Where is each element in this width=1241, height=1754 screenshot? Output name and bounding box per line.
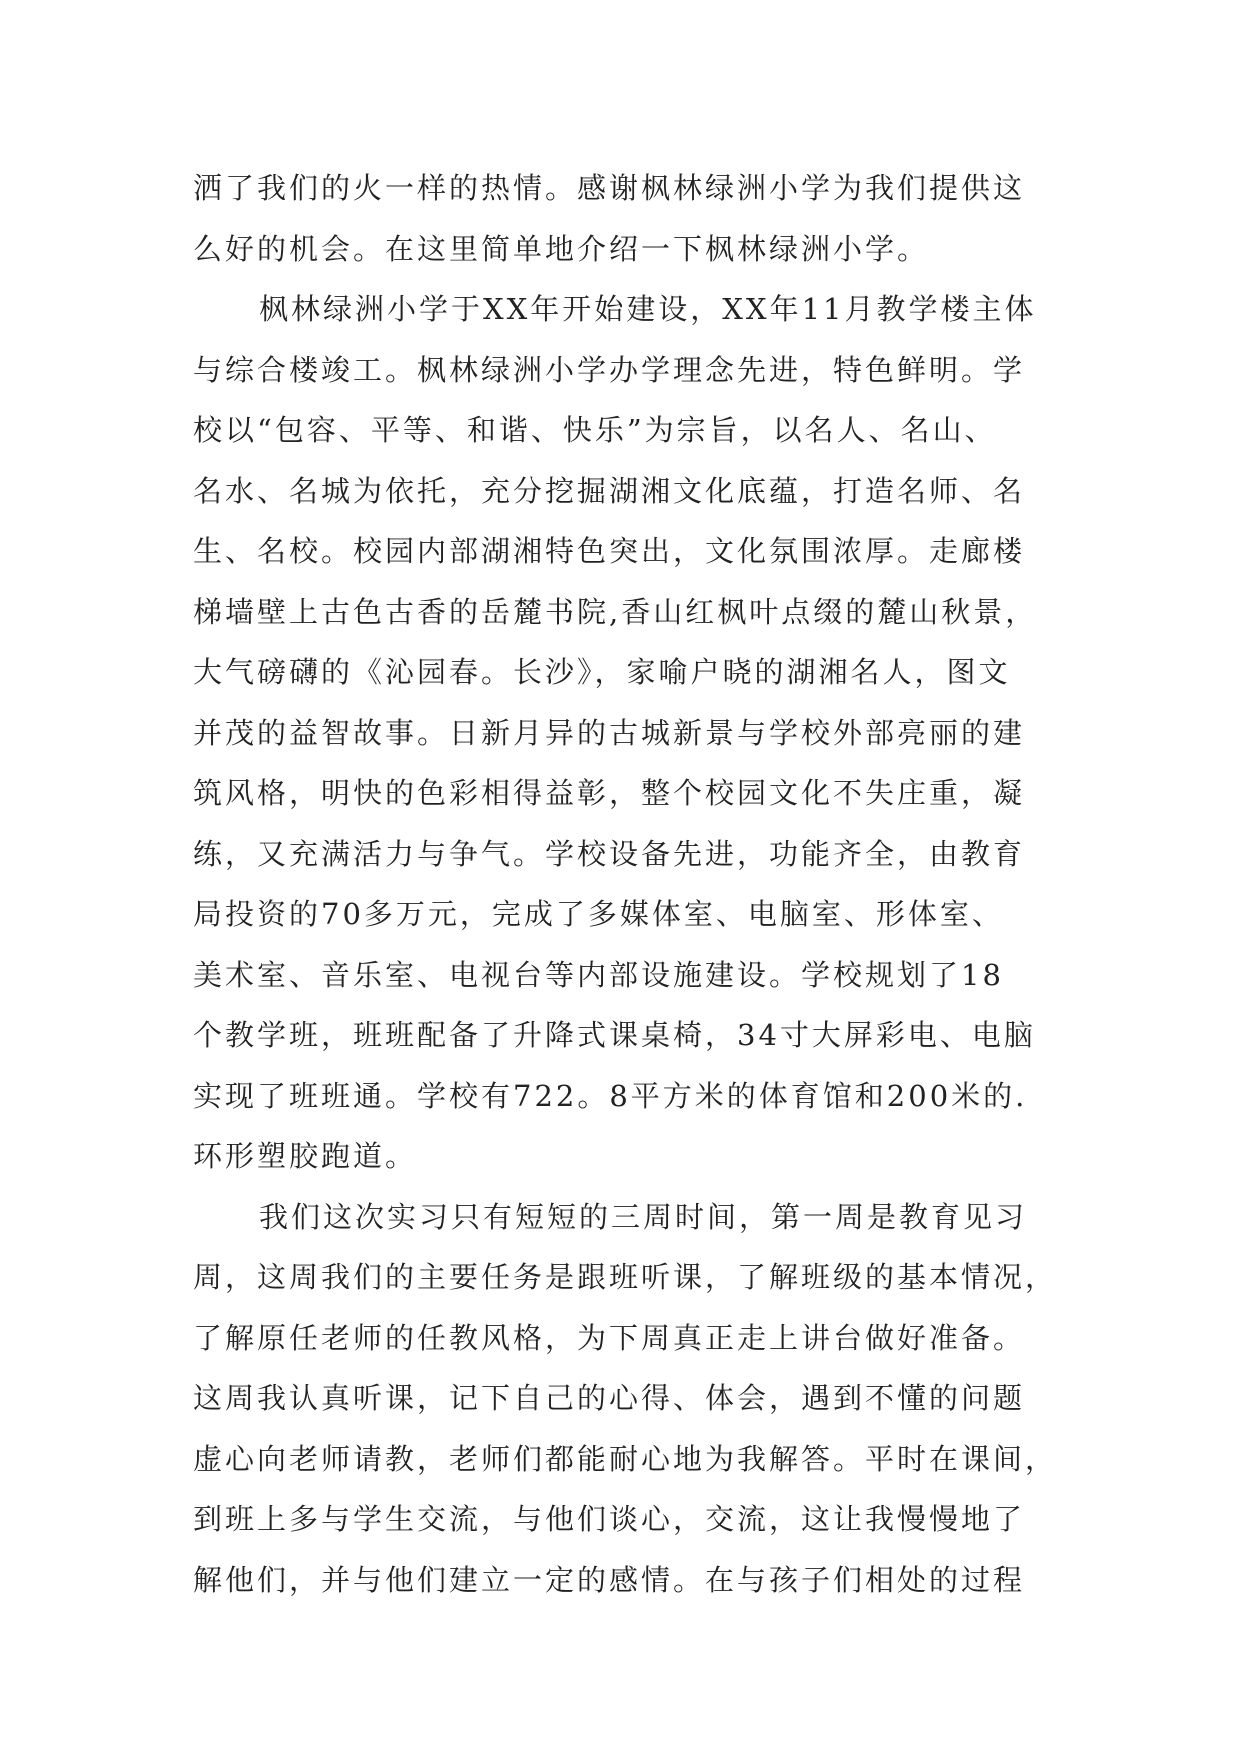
text-line: 我们这次实习只有短短的三周时间，第一周是教育见习 [259, 1199, 1028, 1234]
text-line: 解他们，并与他们建立一定的感情。在与孩子们相处的过程 [193, 1562, 1026, 1597]
text-line: 这周我认真听课，记下自己的心得、体会，遇到不懂的问题 [193, 1381, 1026, 1415]
paragraph [193, 279, 1073, 1187]
text-line: 洒了我们的火一样的热情。感谢枫林绿洲小学为我们提供这 [193, 171, 1026, 205]
text-line: 么好的机会。在这里简单地介绍一下枫林绿洲小学。 [193, 231, 930, 266]
text-line: 个教学班，班班配备了升降式课桌椅，34寸大屏彩电、电脑 [193, 1018, 1036, 1052]
text-line: 美术室、音乐室、电视台等内部设施建设。学校规划了18 [193, 957, 1004, 992]
text-line: 生、名校。校园内部湖湘特色突出，文化氛围浓厚。走廊楼 [193, 534, 1026, 568]
body-text [193, 158, 1073, 1610]
paragraph [193, 1187, 1073, 1611]
text-line: 筑风格，明快的色彩相得益彰，整个校园文化不失庄重，凝 [193, 776, 1026, 810]
text-line: 枫林绿洲小学于XX年开始建设，XX年11月教学楼主体 [259, 292, 1037, 326]
text-line: 虚心向老师请教，老师们都能耐心地为我解答。平时在课间， [193, 1441, 1058, 1476]
text-line: 周，这周我们的主要任务是跟班听课，了解班级的基本情况， [193, 1260, 1058, 1294]
paragraph [193, 158, 1073, 279]
text-line: 局投资的70多万元，完成了多媒体室、电脑室、形体室、 [193, 897, 1004, 931]
text-line: 了解原任老师的任教风格，为下周真正走上讲台做好准备。 [193, 1320, 1026, 1355]
text-line: 大气磅礴的《沁园春。长沙》，家喻户晓的湖湘名人，图文 [193, 655, 1011, 689]
text-line: 校以“包容、平等、和谐、快乐”为宗旨，以名人、名山、 [193, 413, 997, 447]
text-line: 到班上多与学生交流，与他们谈心，交流，这让我慢慢地了 [193, 1502, 1026, 1536]
text-line: 环形塑胶跑道。 [193, 1139, 418, 1173]
text-line: 梯墙壁上古色古香的岳麓书院,香山红枫叶点缀的麓山秋景， [193, 594, 1038, 629]
text-line: 与综合楼竣工。枫林绿洲小学办学理念先进，特色鲜明。学 [193, 352, 1026, 387]
text-line: 并茂的益智故事。日新月异的古城新景与学校外部亮丽的建 [193, 715, 1026, 750]
text-line: 名水、名城为依托，充分挖掘湖湘文化底蕴，打造名师、名 [193, 473, 1026, 508]
text-line: 实现了班班通。学校有722。8平方米的体育馆和200米的. [193, 1078, 1028, 1113]
text-line: 练，又充满活力与争气。学校设备先进，功能齐全，由教育 [193, 836, 1026, 871]
